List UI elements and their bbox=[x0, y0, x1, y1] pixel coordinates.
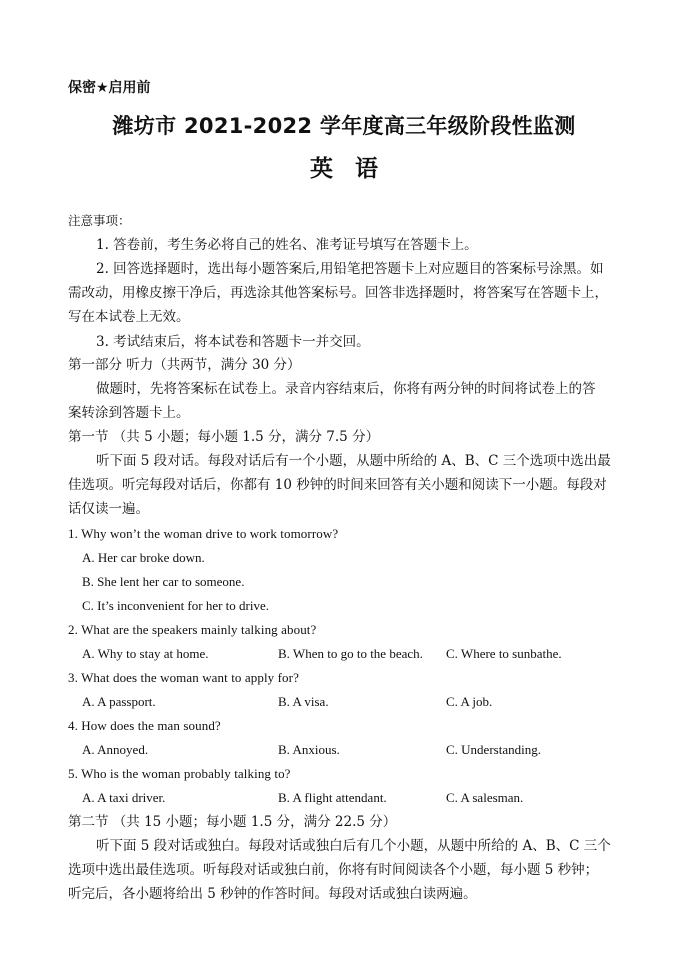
note-item-2-line-2: 需改动，用橡皮擦干净后，再选涂其他答案标号。回答非选择题时，将答案写在答题卡上， bbox=[68, 285, 608, 301]
question-3-option-a: A. A passport. bbox=[82, 694, 156, 709]
question-4-option-c: C. Understanding. bbox=[446, 742, 541, 757]
question-5-option-b: B. A flight attendant. bbox=[278, 790, 387, 805]
subject-title: 英 语 bbox=[309, 156, 378, 182]
part1-intro-line-1: 做题时，先将答案标在试卷上。录音内容结束后，你将有两分钟的时间将试卷上的答 bbox=[96, 381, 596, 397]
question-5-option-a: A. A taxi driver. bbox=[82, 790, 166, 805]
question-5-option-c: C. A salesman. bbox=[446, 790, 524, 805]
confidential-mark: 保密★启用前 bbox=[68, 80, 151, 96]
question-1-stem: 1. Why won’t the woman drive to work tomorrow? bbox=[68, 526, 339, 541]
note-item-1: 1. 答卷前，考生务必将自己的姓名、准考证号填写在答题卡上。 bbox=[96, 237, 478, 253]
note-item-2-line-1: 2. 回答选择题时，选出每小题答案后,用铅笔把答题卡上对应题目的答案标号涂黑。如 bbox=[96, 261, 604, 277]
note-item-2-line-3: 写在本试卷上无效。 bbox=[68, 309, 190, 325]
notes-heading: 注意事项： bbox=[68, 213, 131, 228]
section1-intro-line-1: 听下面 5 段对话。每段对话后有一个小题，从题中所给的 A、B、C 三个选项中选出最 bbox=[96, 453, 611, 469]
question-1-option-a: A. Her car broke down. bbox=[82, 550, 205, 565]
exam-title: 潍坊市 2021-2022 学年度高三年级阶段性监测 bbox=[112, 114, 576, 138]
question-2-option-a: A. Why to stay at home. bbox=[82, 646, 209, 661]
question-4-option-a: A. Annoyed. bbox=[82, 742, 149, 757]
section1-intro-line-3: 话仅读一遍。 bbox=[68, 501, 149, 517]
section2-intro-line-2: 选项中选出最佳选项。听每段对话或独白前，你将有时间阅读各个小题，每小题 5 秒钟； bbox=[68, 862, 599, 878]
part1-intro-line-2: 案转涂到答题卡上。 bbox=[68, 405, 190, 421]
section2-intro-line-3: 听完后，各小题将给出 5 秒钟的作答时间。每段对话或独白读两遍。 bbox=[68, 886, 477, 902]
section2-intro-line-1: 听下面 5 段对话或独白。每段对话或独白后有几个小题，从题中所给的 A、B、C 三个 bbox=[96, 838, 611, 854]
question-2-option-c: C. Where to sunbathe. bbox=[446, 646, 562, 661]
question-1-option-b: B. She lent her car to someone. bbox=[82, 574, 245, 589]
question-3-stem: 3. What does the woman want to apply for? bbox=[68, 670, 299, 685]
question-4-option-b: B. Anxious. bbox=[278, 742, 340, 757]
question-1-option-c: C. It’s inconvenient for her to drive. bbox=[82, 598, 270, 613]
section1-intro-line-2: 佳选项。听完每段对话后，你都有 10 秒钟的时间来回答有关小题和阅读下一小题。每段对 bbox=[68, 477, 607, 493]
section2-heading: 第二节 （共 15 小题；每小题 1.5 分，满分 22.5 分） bbox=[68, 814, 397, 830]
part1-heading: 第一部分 听力（共两节，满分 30 分） bbox=[68, 357, 301, 373]
question-5-stem: 5. Who is the woman probably talking to? bbox=[68, 766, 291, 781]
question-2-option-b: B. When to go to the beach. bbox=[278, 646, 423, 661]
note-item-3: 3. 考试结束后，将本试卷和答题卡一并交回。 bbox=[96, 334, 370, 350]
question-2-stem: 2. What are the speakers mainly talking about? bbox=[68, 622, 317, 637]
question-3-option-c: C. A job. bbox=[446, 694, 493, 709]
question-3-option-b: B. A visa. bbox=[278, 694, 329, 709]
question-4-stem: 4. How does the man sound? bbox=[68, 718, 221, 733]
section1-heading: 第一节 （共 5 小题；每小题 1.5 分，满分 7.5 分） bbox=[68, 429, 380, 445]
